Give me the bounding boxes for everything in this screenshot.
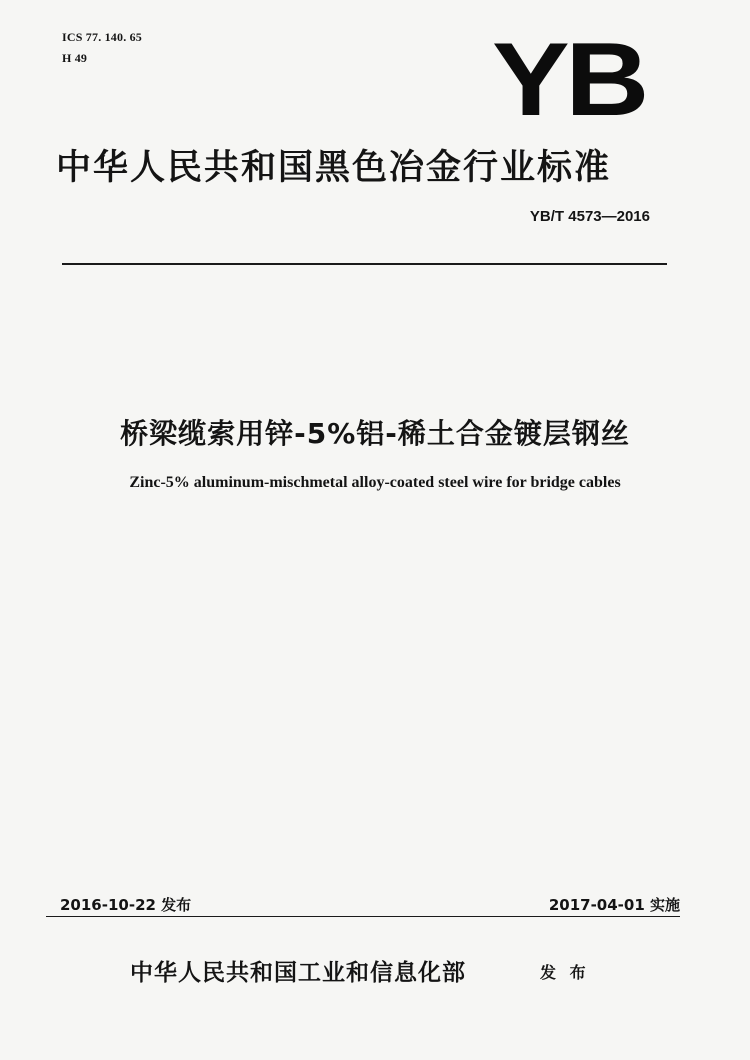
issue-date: 2016-10-22 发布 [60, 896, 192, 914]
bottom-divider [46, 916, 680, 917]
chinese-title: 桥梁缆索用锌-5%铝-稀土合金镀层钢丝 [120, 417, 630, 450]
english-title: Zinc-5% aluminum-mischmetal alloy-coated steel wire for bridge cables [129, 474, 621, 491]
ics-code: ICS 77. 140. 65 [62, 30, 143, 44]
ccs-code: H 49 [62, 51, 88, 65]
yb-logo: YB [492, 22, 645, 138]
standard-category-title: 中华人民共和国黑色冶金行业标准 [56, 148, 612, 188]
standard-number: YB/T 4573—2016 [529, 208, 650, 225]
implementation-date: 2017-04-01 实施 [548, 896, 680, 914]
publisher-name: 中华人民共和国工业和信息化部 [130, 959, 466, 986]
publish-label: 发 布 [540, 963, 590, 982]
top-divider [62, 263, 667, 265]
